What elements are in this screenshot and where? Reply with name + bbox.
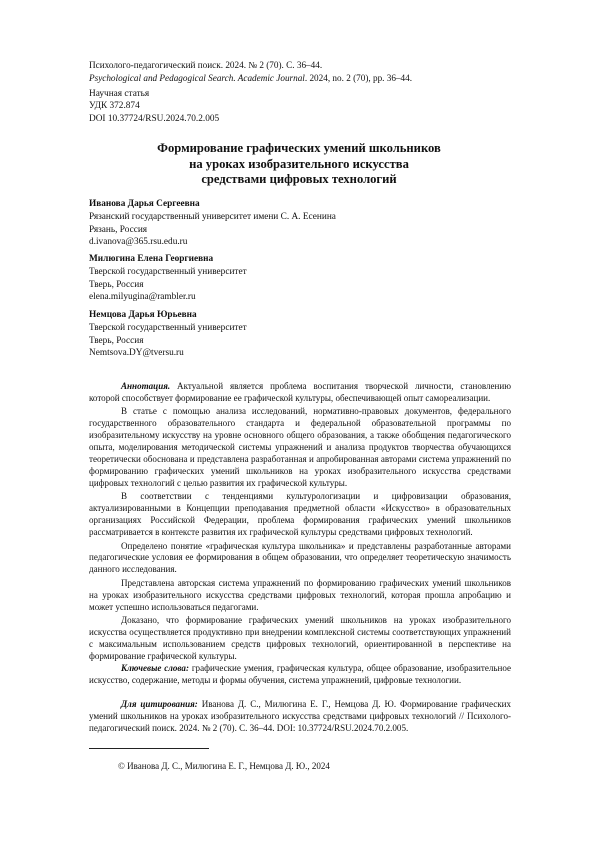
author-city: Рязань, Россия: [89, 224, 148, 235]
abstract: [89, 381, 511, 664]
article-title: [89, 141, 509, 188]
abstract-paragraph: В статье с помощью анализа исследований, нормативно-правовых документов, федерального государственного образовательного стандарта и федеральной образовательной программы по изобразительному искусству на уровне основного общего образования, а также обобщения педагогического опыта, моделирования методической системы упражнений и анализа продуктов творчества обучающихся теоретически обоснована и представлена разработанная и апробированная авторами система упражнений по формированию графических умений школьников на уроках изобразительного искусства средствами цифровых технологий с целью развития их графической культуры.: [89, 406, 511, 488]
author-affiliation: Тверской государственный университет: [89, 322, 247, 333]
author-city: Тверь, Россия: [89, 335, 144, 346]
footnote-divider: [89, 748, 209, 749]
journal-header-en: [89, 72, 412, 85]
keywords-label: Ключевые слова:: [121, 663, 189, 673]
author-name: Немцова Дарья Юрьевна: [89, 310, 197, 320]
author-name: Милюгина Елена Георгиевна: [89, 254, 214, 264]
abstract-label: Аннотация.: [121, 381, 171, 391]
citation-label: Для цитирования:: [121, 699, 198, 709]
author-name: Иванова Дарья Сергеевна: [89, 199, 200, 209]
abstract-paragraph: В соответствии с тенденциями культурологизации и цифровизации образования, актуализированными в Концепции преподавания предметной области «Искусство» в образовательных организациях Российской Федерации, проблема формирования графических умений школьников рассматривается в контексте развития их графической культуры средствами цифровых технологий.: [89, 491, 511, 538]
journal-header-ru: Психолого-педагогический поиск. 2024. № 2 (70). С. 36–44.: [89, 60, 323, 70]
abstract-paragraph: Доказано, что формирование графических умений школьников на уроках изобразительного искусства осуществляется продуктивно при внедрении комплексной системы соответствующих упражнений с максимальным использованием средств цифровых технологий, ориентированной в перспективе на формирование графической культуры.: [89, 615, 511, 661]
author-block: [89, 198, 336, 249]
journal-issue-en: . 2024, no. 2 (70), pp. 36–44.: [304, 72, 413, 83]
author-affiliation: Рязанский государственный университет имени С. А. Есенина: [89, 211, 336, 222]
author-affiliation: Тверской государственный университет: [89, 266, 247, 277]
title-line: Формирование графических умений школьников: [157, 141, 441, 155]
abstract-paragraph: [89, 381, 511, 405]
citation-text: Иванова Д. С., Милюгина Е. Г., Немцова Д. Ю. Формирование графических умений школьников на уроках изобразительного искусства средствами цифровых технологий // Психолого-педагогический поиск. 2024. № 2 (70). С. 36–44. DOI: 10.37724/RSU.2024.70.2.005.: [89, 699, 511, 733]
abstract-paragraph: Определено понятие «графическая культура школьника» и представлены разработанные авторами педагогические условия ее формирования в общем образовании, что определяет теоретическую значимость данного исследования.: [89, 540, 511, 575]
article-type: Научная статья: [89, 89, 150, 99]
journal-title-en: Psychological and Pedagogical Search. Academic Journal: [89, 72, 305, 83]
title-line: на уроках изобразительного искусства: [189, 156, 409, 171]
author-email[interactable]: Nemtsova.DY@tversu.ru: [89, 348, 184, 359]
author-block: [89, 253, 247, 304]
article-meta: [89, 88, 219, 125]
citation: [89, 699, 511, 735]
title-line: средствами цифровых технологий: [201, 172, 397, 187]
udk-code: УДК 372.874: [89, 101, 140, 112]
author-email[interactable]: elena.milyugina@rambler.ru: [89, 292, 196, 303]
author-email[interactable]: d.ivanova@365.rsu.edu.ru: [89, 237, 188, 248]
author-city: Тверь, Россия: [89, 279, 144, 290]
journal-header: [89, 59, 412, 84]
abstract-paragraph: Представлена авторская система упражнений по формированию графических умений школьников на уроках изобразительного искусства средствами цифровых технологий, которая прошла апробацию и может успешно использоваться педагогами.: [89, 577, 511, 612]
author-block: [89, 309, 247, 360]
abstract-text: Актуальной является проблема воспитания творческой личности, становлению которой способствует формирование ее графической культуры, обеспечивающей опыт самореализации.: [89, 381, 511, 403]
keywords-text: графические умения, графическая культура, общее образование, изобразительное искусство, содержание, методы и формы обучения, система упражнений, цифровые технологии.: [89, 663, 511, 685]
copyright-notice: © Иванова Д. С., Милюгина Е. Г., Немцова Д. Ю., 2024: [118, 761, 330, 771]
keywords: [89, 663, 511, 687]
doi: DOI 10.37724/RSU.2024.70.2.005: [89, 113, 220, 124]
